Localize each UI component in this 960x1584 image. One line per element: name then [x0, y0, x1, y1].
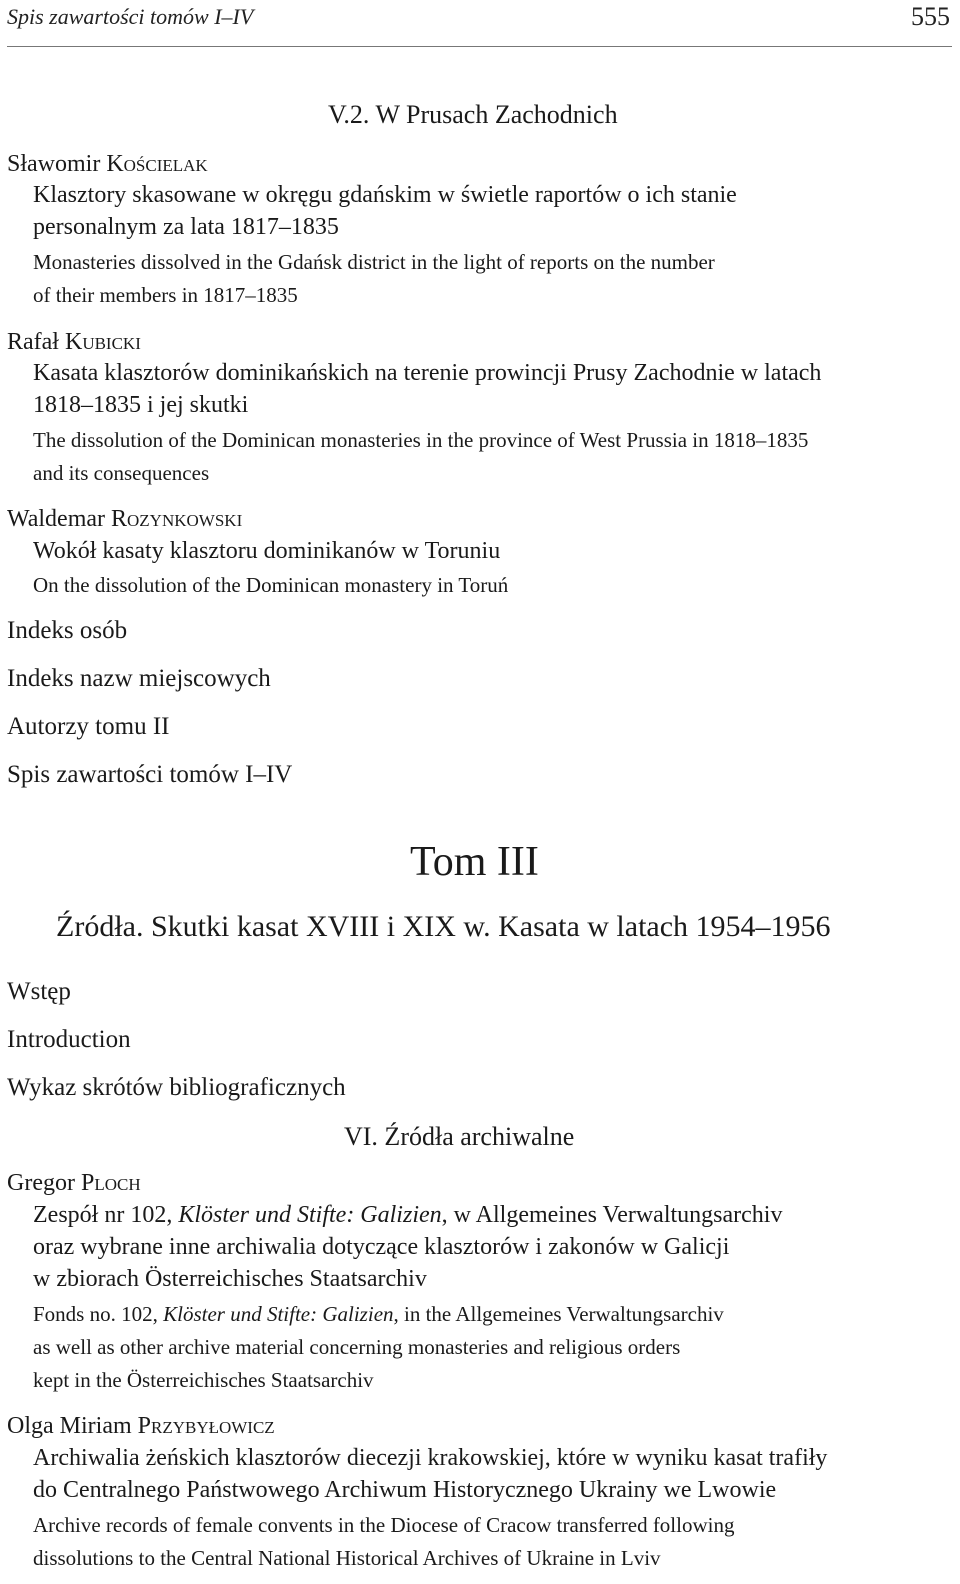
- author-last-name: Rozynkowski: [111, 506, 243, 532]
- entry-title-en: The dissolution of the Dominican monasteries in the province of West Prussia in 1818–1835: [33, 428, 809, 452]
- header-rule: [7, 46, 952, 47]
- section-title-v2: V.2. W Prusach Zachodnich: [328, 100, 618, 129]
- author-first-name: Rafał: [7, 329, 65, 355]
- toc-item-wstep: Wstęp: [7, 978, 71, 1005]
- title-text: , w Allgemeines Verwaltungsarchiv: [441, 1202, 783, 1228]
- title-text: Fonds no. 102,: [33, 1302, 164, 1326]
- entry-title-en: dissolutions to the Central National Historical Archives of Ukraine in Lviv: [33, 1546, 661, 1570]
- title-text: Zespół nr 102,: [33, 1202, 179, 1228]
- toc-item-autorzy: Autorzy tomu II: [7, 713, 170, 740]
- entry-title-pl: Kasata klasztorów dominikańskich na terenie prowincji Prusy Zachodnie w latach: [33, 360, 822, 386]
- entry-title-pl: [33, 1202, 782, 1229]
- author-first-name: Olga Miriam: [7, 1413, 138, 1439]
- toc-item-indeks-nazw: Indeks nazw miejscowych: [7, 665, 271, 692]
- title-text: , in the Allgemeines Verwaltungsarchiv: [393, 1302, 724, 1326]
- entry-title-pl: personalnym za lata 1817–1835: [33, 214, 339, 240]
- entry-title-en: [33, 1302, 724, 1327]
- author-last-name: Ploch: [80, 1170, 141, 1196]
- author-first-name: Waldemar: [7, 506, 112, 532]
- title-italic: Klöster und Stifte: Galizien: [178, 1202, 442, 1228]
- entry-title-pl: do Centralnego Państwowego Archiwum Historycznego Ukrainy we Lwowie: [33, 1477, 777, 1503]
- entry-title-en: Monasteries dissolved in the Gdańsk district in the light of reports on the number: [33, 250, 715, 274]
- author-kubicki: [7, 329, 141, 356]
- page-number: 555: [911, 2, 950, 31]
- author-koscielak: [7, 151, 208, 178]
- toc-item-wykaz-skrotow: Wykaz skrótów bibliograficznych: [7, 1074, 346, 1101]
- author-przybylowicz: [7, 1413, 275, 1440]
- entry-title-pl: Archiwalia żeńskich klasztorów diecezji krakowskiej, które w wyniku kasat trafiły: [33, 1445, 828, 1471]
- volume-subtitle: Źródła. Skutki kasat XVIII i XIX w. Kasata w latach 1954–1956: [56, 910, 831, 943]
- toc-item-indeks-osob: Indeks osób: [7, 617, 128, 644]
- entry-title-pl: w zbiorach Österreichisches Staatsarchiv: [33, 1266, 427, 1292]
- toc-item-introduction: Introduction: [7, 1026, 131, 1053]
- entry-title-pl: 1818–1835 i jej skutki: [33, 392, 249, 418]
- author-first-name: Sławomir: [7, 151, 107, 177]
- author-last-name: Przybyłowicz: [137, 1413, 275, 1439]
- running-title: Spis zawartości tomów I–IV: [7, 4, 254, 29]
- title-italic: Klöster und Stifte: Galizien: [163, 1302, 394, 1326]
- entry-title-en: as well as other archive material concerning monasteries and religious orders: [33, 1335, 681, 1359]
- entry-title-pl: Wokół kasaty klasztoru dominikanów w Toruniu: [33, 538, 501, 564]
- entry-title-en: kept in the Österreichisches Staatsarchiv: [33, 1368, 374, 1392]
- author-rozynkowski: [7, 506, 242, 533]
- author-ploch: [7, 1170, 141, 1197]
- author-last-name: Kubicki: [64, 329, 141, 355]
- entry-title-pl: Klasztory skasowane w okręgu gdańskim w świetle raportów o ich stanie: [33, 182, 737, 208]
- entry-title-en: of their members in 1817–1835: [33, 283, 298, 307]
- author-last-name: Kościelak: [106, 151, 208, 177]
- entry-title-en: Archive records of female convents in the Diocese of Cracow transferred following: [33, 1513, 735, 1537]
- author-first-name: Gregor: [7, 1170, 81, 1196]
- entry-title-pl: oraz wybrane inne archiwalia dotyczące klasztorów i zakonów w Galicji: [33, 1234, 730, 1260]
- entry-title-en: On the dissolution of the Dominican monastery in Toruń: [33, 573, 509, 597]
- entry-title-en: and its consequences: [33, 461, 210, 485]
- toc-item-spis: Spis zawartości tomów I–IV: [7, 761, 293, 788]
- volume-title: Tom III: [410, 839, 539, 885]
- section-title-vi: VI. Źródła archiwalne: [344, 1122, 575, 1151]
